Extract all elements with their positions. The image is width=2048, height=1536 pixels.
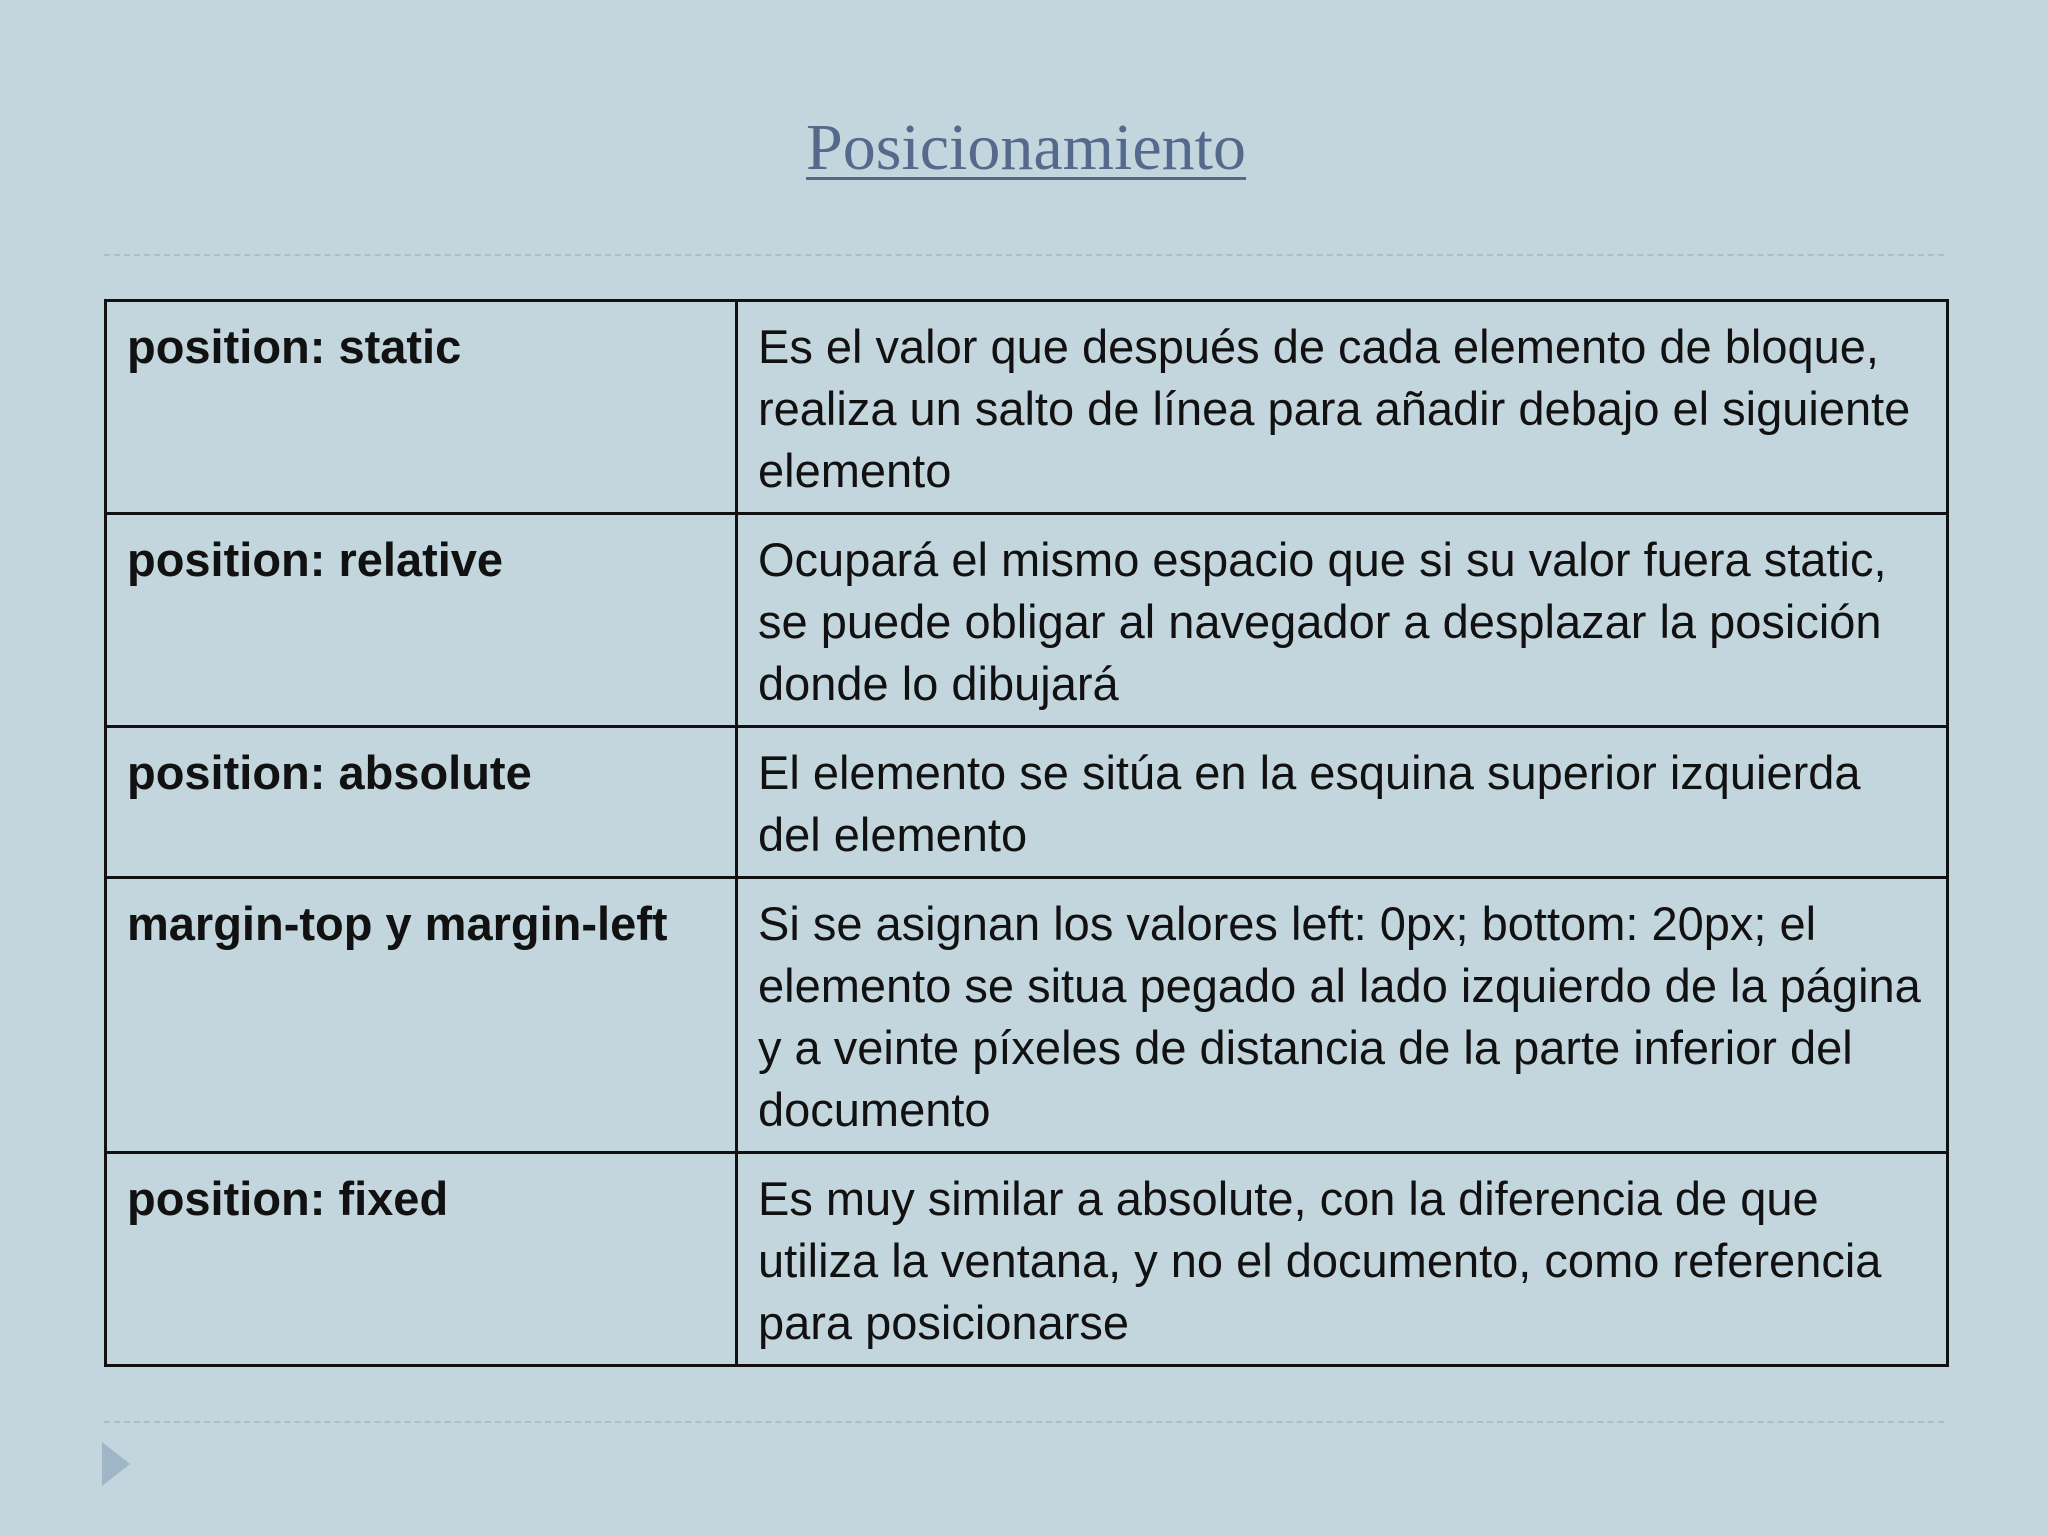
property-cell: margin-top y margin-left bbox=[106, 878, 737, 1153]
top-divider bbox=[104, 254, 1944, 256]
property-cell: position: absolute bbox=[106, 727, 737, 878]
slide-title: Posicionamiento bbox=[806, 111, 1246, 184]
triangle-bullet-icon bbox=[102, 1442, 130, 1486]
property-cell: position: static bbox=[106, 301, 737, 514]
table-row bbox=[106, 301, 1948, 514]
bottom-divider bbox=[104, 1421, 1944, 1423]
property-cell: position: fixed bbox=[106, 1153, 737, 1366]
description-cell: Si se asignan los valores left: 0px; bottom: 20px; el elemento se situa pegado al lado izquierdo de la página y a veinte píxeles de distancia de la parte inferior del documento bbox=[737, 878, 1948, 1153]
description-cell: Ocupará el mismo espacio que si su valor fuera static, se puede obligar al navegador a desplazar la posición donde lo dibujará bbox=[737, 514, 1948, 727]
table-row bbox=[106, 878, 1948, 1153]
table-row bbox=[106, 1153, 1948, 1366]
description-cell: El elemento se sitúa en la esquina superior izquierda del elemento bbox=[737, 727, 1948, 878]
property-cell: position: relative bbox=[106, 514, 737, 727]
description-cell: Es el valor que después de cada elemento de bloque, realiza un salto de línea para añadir debajo el siguiente elemento bbox=[737, 301, 1948, 514]
table-row bbox=[106, 514, 1948, 727]
positioning-table bbox=[104, 299, 1949, 1367]
description-cell: Es muy similar a absolute, con la diferencia de que utiliza la ventana, y no el documento, como referencia para posicionarse bbox=[737, 1153, 1948, 1366]
table-row bbox=[106, 727, 1948, 878]
